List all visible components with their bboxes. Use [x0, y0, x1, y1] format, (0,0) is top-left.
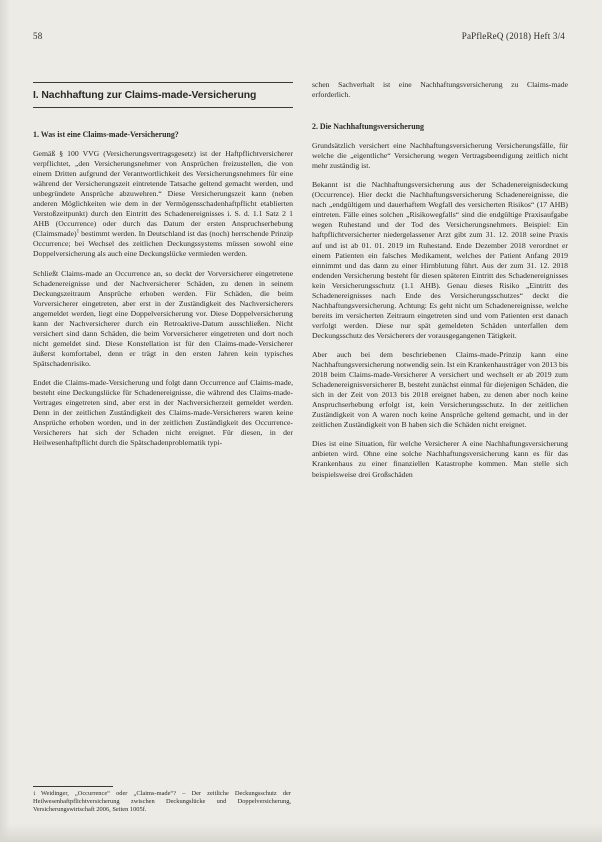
left-column: [33, 82, 293, 457]
footnote-reference[interactable]: 1: [76, 229, 80, 235]
chapter-heading-box: [33, 82, 293, 108]
paragraph: Endet die Claims-made-Versicherung und folgt dann Occurrence auf Claims-made, besteht eine Deckungslücke für Schadenereignisse, die während des Claims-made-Vertrages eingetreten sind, aber erst in der Nachversicherzeit gemeldet werden. Denn in der zeitlichen Zuständigkeit des Claims-made-Versicherers waren keine Ansprüche erhoben worden, und in der zeitlichen Zuständigkeit des Occurrence-Versicherers hat sich der Schaden nicht ereignet. Für diesen, in der Heilwesenhaftpflicht durch die Spätschadenproblematik typi-: [33, 377, 293, 448]
paragraph: schen Sachverhalt ist eine Nachhaftungsversicherung zu Claims-made erforderlich.: [312, 80, 568, 100]
footnote-divider: [33, 786, 113, 787]
chapter-title: I. Nachhaftung zur Claims-made-Versicherung: [33, 90, 257, 101]
paragraph: Schließt Claims-made an Occurrence an, so deckt der Vorversicherer eingetretene Schadenereignisse und der Nachversicherer Schäden, zu denen in seinem Deckungszeitraum Ansprüche erhoben werden. Für Schäden, die beim Vorversicherer eingetreten, aber erst in der Zuständigkeit des Nachversicherers angemeldet werden, liegt eine Doppelversicherung vor. Diese Doppelversicherung kann der Nachversicherer durch ein Retroaktive-Datum ausschließen. Nicht versichert sind dann Schäden, die beim Vorversicherer eingetreten und dort noch nicht gemeldet sind. Diese Konstellation ist für den Claims-made-Versicherer äußerst komfortabel, denn er trägt in den ersten Jahren kein typisches Spätschadenrisiko.: [33, 268, 293, 368]
paragraph: [33, 149, 293, 260]
paragraph: Grundsätzlich versichert eine Nachhaftungsversicherung Versicherungsfälle, für welche die „eigentliche“ Versicherung wegen Vertragsbeendigung zeitlich nicht mehr zuständig ist.: [312, 141, 568, 171]
footnote: [33, 790, 291, 815]
page-bottom-shadow: [0, 824, 602, 842]
section-title-1: 1. Was ist eine Claims-made-Versicherung?: [33, 130, 179, 139]
paragraph: Aber auch bei dem beschriebenen Claims-made-Prinzip kann eine Nachhaftungsversicherung notwendig sein. Ist ein Krankenhausträger von 2013 bis 2018 beim Claims-made-Versicherer A versichert und wechselt er ab 2019 zum Schadenereignisversicherer B, besteht zunächst einmal für diejenigen Schäden, die sich in der Zeit von 2013 bis 2018 ereignet haben, zu denen aber noch keine Anspruchserhebung erfolgt ist, kein Versicherungsschutz. In der zeitlichen Zuständigkeit von A waren noch keine Ansprüche geltend gemacht, und in der zeitlichen Zuständigkeit von B haben sich die Schäden nicht ereignet.: [312, 349, 568, 430]
page-number: 58: [33, 31, 43, 41]
section-title-2: 2. Die Nachhaftungsversicherung: [312, 122, 425, 132]
paragraph-text: Gemäß § 100 VVG (Versicherungsvertragsgesetz) ist der Haftpflichtversicherer verpflichtet, „den Versicherungsnehmer von Ansprüchen freizustellen, die von einem Dritten aufgrund der Verantwortlichkeit des Versicherungsnehmers für eine während der Versicherungszeit eintretende Tatsache geltend gemacht werden, und unbegründete Ansprüche abzuwehren.“ Diese Versicherungszeit kann (neben anderen Möglichkeiten wie dem in der Vermögensschadenhaftpflicht etablierten Verstoßzeitpunkt) durch den Eintritt des Schadenereignisses i. S. d. 1.1 Satz 2 1 AHB (Occurrence) oder durch das Datum der ersten Anspruchserhebung (Claimsmade): [33, 149, 293, 239]
right-column: [312, 80, 568, 489]
paragraph: Dies ist eine Situation, für welche Versicherer A eine Nachhaftungsversicherung anbieten wird. Ohne eine solche Nachhaftungsversicherung kann es für das Krankenhaus zu einer finanziellen Katastrophe kommen. Man stelle sich beispielsweise drei Großschäden: [312, 439, 568, 479]
footnote-text: Weidinger, „Occurrence“ oder „Claims-made“? – Der zeitliche Deckungsschutz der Heilwesenhaftpflichtversicherung zwischen Deckungslücke und Doppelversicherung, Versicherungswirtschaft 2006, Seiten 1005f.: [33, 790, 291, 814]
page-edge-shadow: [0, 0, 10, 842]
paragraph-text: bestimmt werden. In Deutschland ist das (noch) herrschende Prinzip Occurrence; bei Wechsel des zeitlichen Deckungssystems müssen sowohl eine Doppelversicherung als auch eine Deckungslücke vermieden werden.: [33, 229, 293, 259]
paragraph: Bekannt ist die Nachhaftungsversicherung aus der Schadenereignisdeckung (Occurrence). Hier deckt die Nachhaftungsversicherung Schadenereignisse, die nach „endgültigem und dauerhaftem Wegfall des versicherten Risikos“ (17 AHB) eintreten. Fälle eines solchen „Risikowegfalls“ sind die endgültige Praxisaufgabe wegen Ruhestand und der Tod des Versicherungsnehmers. Beispiel: Ein haftpflichtversicherter niedergelassener Arzt gibt zum 31. 12. 2018 seine Praxis auf und ist ab 01. 01. 2019 im Ruhestand. Ende Dezember 2018 verordnet er einem Patienten ein falsches Medikament, welches der Patient Anfang 2019 einnimmt und das dann zu einer Hirnblutung führt. Aus der zum 31. 12. 2018 endenden Versicherung besteht für diesen späteren Eintritt des Schadenereignisses kein Versicherungsschutz (1.1 AHB). Genau dieses Risiko „Eintritt des Schadenereignisses nach Ende des Versicherungsschutzes“ deckt die Nachhaftungsversicherung. Achtung: Es geht nicht um Schadenereignisse, welche bereits im versicherten Zeitraum eingetreten sind und vom Patienten erst danach verfolgt werden. Diese nur spät gemeldeten Schäden unterfallen dem Deckungsschutz des Versicherers der vorausgegangenen Tätigkeit.: [312, 180, 568, 340]
footnote-number: 1: [33, 791, 36, 797]
journal-header: PaPfleReQ (2018) Heft 3/4: [461, 31, 565, 41]
